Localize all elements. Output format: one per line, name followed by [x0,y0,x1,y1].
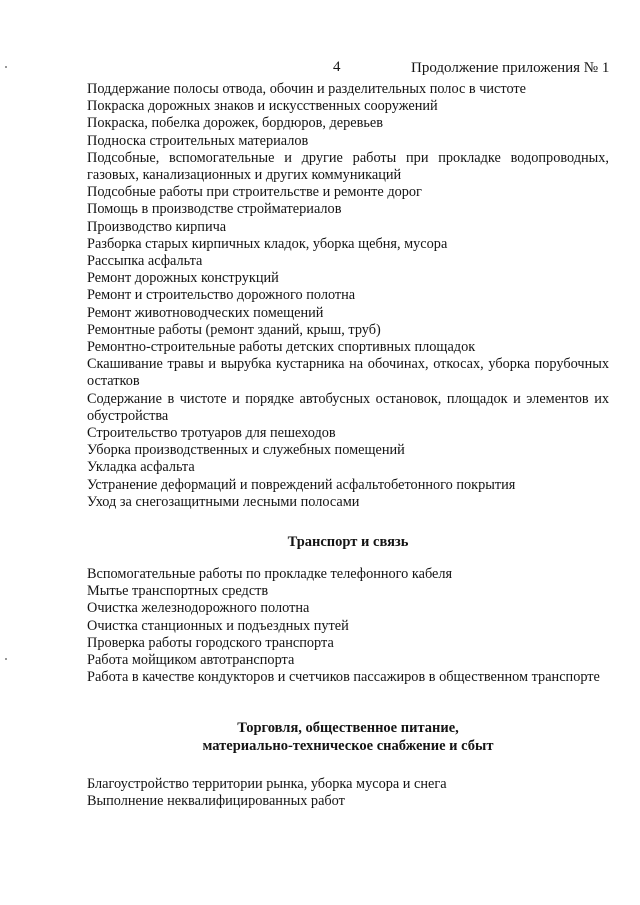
list-item: Ремонтные работы (ремонт зданий, крыш, труб) [87,321,381,338]
list-item: Очистка железнодорожного полотна [87,600,310,617]
list-item: Благоустройство территории рынка, уборка мусора и снега [87,776,447,792]
list-item: Рассыпка асфальта [87,253,203,270]
list-item: Покраска, побелка дорожек, бордюров, деревьев [87,115,384,132]
scan-mark [5,66,7,68]
list-item: Ремонтно-строительные работы детских спортивных площадок [87,339,476,356]
list-item: Строительство тротуаров для пешеходов [87,425,336,442]
list-item: Ремонт дорожных конструкций [87,270,279,287]
scan-mark [5,658,7,660]
page-number: 4 [333,59,341,75]
list-item: Ремонт животноводческих помещений [87,304,324,321]
list-item: Производство кирпича [87,218,227,235]
list-item: Покраска дорожных знаков и искусственных сооружений [87,98,438,115]
list-item: Выполнение неквалифицированных работ [87,793,345,810]
list-item: Мытье транспортных средств [87,583,269,600]
list-item: Разборка старых кирпичных кладок, уборка щебня, мусора [87,235,448,252]
list-item: Работа мойщиком автотранспорта [87,652,295,669]
list-item: Устранение деформаций и повреждений асфальтобетонного покрытия [87,476,516,493]
work-list-transport [87,566,609,686]
list-item: Подноска строительных материалов [87,132,309,149]
section-heading-trade [87,719,609,755]
list-item: Содержание в чистоте и порядке автобусных остановок, площадок и элементов их обустройства [87,390,609,424]
list-item: Подсобные работы при строительстве и ремонте дорог [87,184,422,201]
list-item: Работа в качестве кондукторов и счетчиков пассажиров в общественном транспорте [87,669,600,686]
list-item: Помощь в производстве стройматериалов [87,201,342,218]
heading-line: Торговля, общественное питание, [237,720,459,736]
list-item: Скашивание травы и вырубка кустарника на обочинах, откосах, уборка порубочных остатков [87,356,609,390]
list-item: Ремонт и строительство дорожного полотна [87,287,356,304]
list-item: Поддержание полосы отвода, обочин и разделительных полос в чистоте [87,81,526,97]
list-item: Вспомогательные работы по прокладке телефонного кабеля [87,566,453,582]
section-heading-transport: Транспорт и связь [287,534,409,550]
list-item: Укладка асфальта [87,459,195,476]
continuation-note: Продолжение приложения № 1 [411,60,610,76]
list-item: Уход за снегозащитными лесными полосами [87,493,360,510]
list-item: Проверка работы городского транспорта [87,634,334,651]
heading-line: материально-техническое снабжение и сбыт [202,738,494,754]
list-item: Подсобные, вспомогательные и другие работы при прокладке водопроводных, газовых, канализационных и других коммуникаций [87,149,609,184]
list-item: Уборка производственных и служебных помещений [87,442,405,459]
work-list-roads [87,81,609,511]
list-item: Очистка станционных и подъездных путей [87,617,349,634]
work-list-trade [87,776,609,810]
